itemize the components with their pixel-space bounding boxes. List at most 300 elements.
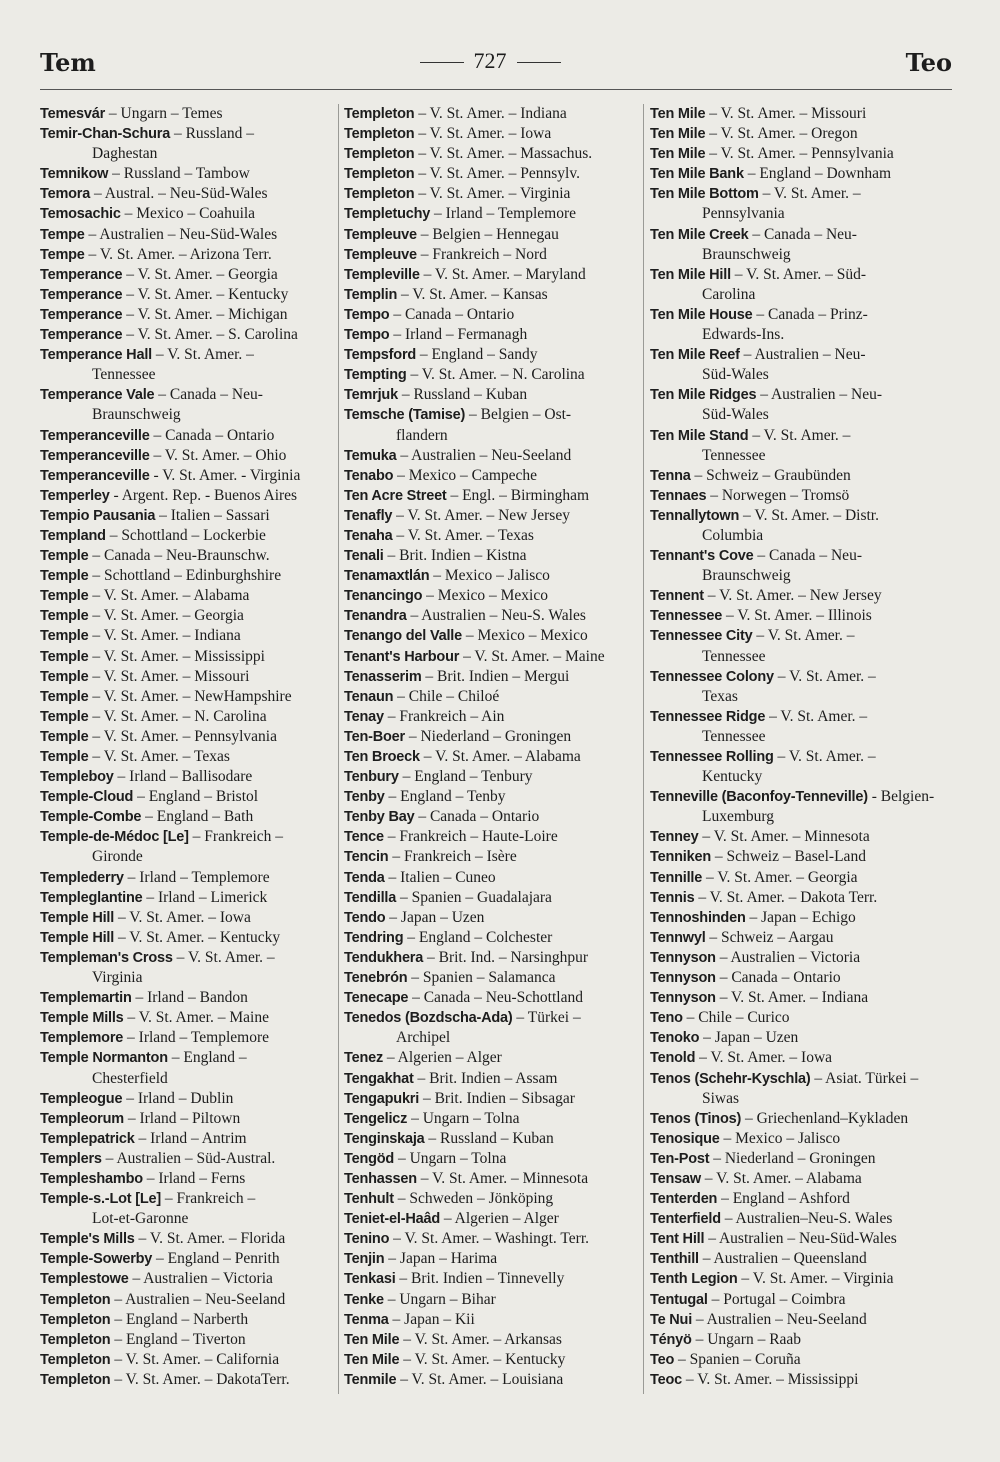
- entry-location: – Canada – Ontario: [389, 305, 515, 323]
- entry-location: – Canada – Neu-: [748, 225, 857, 243]
- entry-continuation: Virginia: [92, 969, 143, 987]
- entry-place-name: Tempio Pausania: [40, 507, 156, 524]
- entry-place-name: Temperanceville: [40, 427, 150, 444]
- entry-place-name: Ten Mile: [344, 1351, 400, 1368]
- entry-location: – Schottland – Lockerbie: [105, 526, 266, 544]
- gazetteer-entry: [650, 1350, 950, 1370]
- entry-location: – Schweiz – Basel-Land: [710, 848, 866, 866]
- gazetteer-entry: [40, 1149, 336, 1169]
- entry-location: – V. St. Amer. – Mississippi: [681, 1370, 859, 1388]
- entry-location: – V. St. Amer. – Süd-: [730, 265, 867, 283]
- entry-location: – Spanien – Coruña: [674, 1350, 801, 1368]
- entry-location: – Australien – Neu-: [739, 346, 866, 364]
- gazetteer-entry: [650, 1370, 950, 1390]
- entry-location: – Japan – Echigo: [745, 908, 856, 926]
- gazetteer-entry: [40, 446, 336, 466]
- gazetteer-entry: [344, 325, 640, 345]
- entry-place-name: Ten Mile: [344, 1331, 400, 1348]
- entry-location: – Russland – Kuban: [397, 386, 528, 404]
- entry-place-name: Tenoko: [650, 1030, 700, 1047]
- gazetteer-entry: [40, 184, 336, 204]
- gazetteer-entry: [40, 647, 336, 667]
- gazetteer-entry: [40, 486, 336, 506]
- entry-location: – Mexico – Jalisco: [719, 1129, 841, 1147]
- entry-location: – Brit. Indien – Mergui: [421, 667, 570, 685]
- entry-place-name: Tendo: [344, 909, 386, 926]
- entry-place-name: Tenniken: [650, 849, 711, 866]
- entry-place-name: Tenterden: [650, 1191, 718, 1208]
- gazetteer-entry: [344, 1109, 640, 1129]
- entry-location: – V. St. Amer. – Distr.: [739, 506, 879, 524]
- entry-location: – V. St. Amer. – Oregon: [705, 125, 858, 143]
- entry-place-name: Tenay: [344, 708, 384, 725]
- gazetteer-entry: [40, 1249, 336, 1269]
- entry-place-name: Templetuchy: [344, 206, 431, 223]
- entry-location: – Frankreich – Nord: [416, 245, 547, 263]
- entry-location: – Canada – Ontario: [715, 969, 841, 987]
- entry-place-name: Ten-Boer: [344, 728, 405, 745]
- entry-location: – Irland – Piltown: [123, 1109, 241, 1127]
- entry-location: – Australien – Neu-S. Wales: [406, 607, 586, 625]
- gazetteer-entry: [40, 124, 336, 164]
- entry-continuation: Siwas: [702, 1089, 740, 1107]
- entry-place-name: Temple: [40, 749, 89, 765]
- entry-location: – Mexico – Campeche: [393, 466, 538, 484]
- entry-place-name: Temple: [40, 608, 89, 625]
- gazetteer-entry: [40, 626, 336, 646]
- entry-place-name: Temple: [40, 688, 89, 705]
- entry-place-name: Temperance: [40, 286, 123, 303]
- entry-location: – Irland – Ferns: [142, 1169, 246, 1187]
- gazetteer-entry: [650, 948, 950, 968]
- entry-place-name: Tennaes: [650, 487, 707, 504]
- entry-location: – Canada – Neu-Braunschw.: [88, 547, 270, 565]
- entry-place-name: Templeton: [344, 106, 415, 122]
- gazetteer-entry: [344, 405, 640, 445]
- gazetteer-entry: [344, 225, 640, 245]
- entry-location: – V. St. Amer. – Virginia: [737, 1270, 894, 1288]
- entry-location: – V. St. Amer. –: [151, 346, 254, 364]
- gazetteer-entry: [344, 104, 640, 124]
- gazetteer-entry: [40, 586, 336, 606]
- entry-location: – Norwegen – Tromsö: [706, 486, 850, 504]
- entry-place-name: Tenandra: [344, 608, 407, 625]
- entry-location: – V. St. Amer. – Florida: [134, 1230, 286, 1248]
- entry-location: – England – Narberth: [110, 1310, 249, 1328]
- gazetteer-entry: [344, 1089, 640, 1109]
- entry-location: – Canada – Neu-: [154, 386, 263, 404]
- entry-place-name: Temple Hill: [40, 929, 115, 946]
- gazetteer-entry: [40, 1269, 336, 1289]
- entry-location: – Schweiz – Graubünden: [690, 466, 851, 484]
- entry-continuation: flandern: [396, 426, 448, 444]
- entry-place-name: Temnikow: [40, 166, 109, 183]
- entry-place-name: Templeton: [344, 166, 415, 183]
- entry-continuation: Braunschweig: [702, 245, 791, 263]
- entry-place-name: Tempe: [40, 246, 85, 263]
- entry-place-name: Temple-s.-Lot [Le]: [40, 1191, 161, 1208]
- gazetteer-entry: [40, 526, 336, 546]
- entry-place-name: Tensaw: [650, 1170, 701, 1187]
- entry-location: – Frankreich –: [161, 1190, 256, 1208]
- entry-location: – Russland – Kuban: [424, 1129, 554, 1147]
- gazetteer-entry: [344, 827, 640, 847]
- gazetteer-entry: [650, 265, 950, 305]
- entry-continuation: Süd-Wales: [702, 406, 769, 424]
- entry-location: – England – Tenbury: [398, 768, 533, 786]
- entry-location: – V. St. Amer. – DakotaTerr.: [110, 1370, 290, 1388]
- entry-location: - V. St. Amer. - Virginia: [149, 466, 301, 484]
- entry-location: – V. St. Amer. – Georgia: [88, 607, 244, 625]
- entry-place-name: Temperley: [40, 487, 110, 504]
- gazetteer-entry: [344, 1008, 640, 1048]
- entry-location: – Ungarn – Raab: [691, 1330, 802, 1348]
- entry-place-name: Ten Acre Street: [344, 487, 447, 504]
- entry-location: – V. St. Amer. – Pennsylvania: [705, 145, 894, 163]
- gazetteer-entry: [650, 1028, 950, 1048]
- gazetteer-entry: [344, 1229, 640, 1249]
- entry-place-name: Templestowe: [40, 1271, 129, 1288]
- entry-location: – Ungarn – Temes: [105, 105, 223, 122]
- entry-place-name: Teno: [650, 1010, 683, 1027]
- entry-place-name: Temple: [40, 588, 89, 605]
- gazetteer-entry: [650, 1209, 950, 1229]
- entry-location: – Irland – Bandon: [131, 989, 248, 1007]
- gazetteer-entry: [344, 1149, 640, 1169]
- gazetteer-entry: [344, 1129, 640, 1149]
- entry-location: – V. St. Amer. – New Jersey: [703, 587, 882, 605]
- gazetteer-entry: [40, 767, 336, 787]
- entry-location: – Niederland – Groningen: [404, 727, 572, 745]
- entry-continuation: Luxemburg: [702, 808, 775, 826]
- entry-place-name: Tenedos (Bozdscha-Ada): [344, 1010, 513, 1027]
- gazetteer-entry: [344, 1350, 640, 1370]
- entry-location: – England – Downham: [743, 165, 892, 183]
- entry-place-name: Tennallytown: [650, 507, 740, 524]
- entry-location: – Australien – Neu-Seeland: [396, 446, 572, 464]
- entry-place-name: Tenold: [650, 1050, 696, 1067]
- entry-location: – England – Penrith: [152, 1250, 280, 1268]
- gazetteer-entry: [40, 1350, 336, 1370]
- gazetteer-entry: [650, 606, 950, 626]
- entry-place-name: Temple: [40, 628, 89, 645]
- entry-place-name: Ten Mile Stand: [650, 427, 749, 444]
- entry-place-name: Tenke: [344, 1291, 384, 1308]
- entry-location: – Chile – Chiloé: [393, 687, 500, 705]
- entry-location: – V. St. Amer. – Indiana: [414, 105, 567, 122]
- dash-rule-right: [517, 62, 561, 63]
- entry-location: – V. St. Amer. – Maryland: [419, 265, 586, 283]
- gazetteer-entry: [40, 506, 336, 526]
- entry-place-name: Tennessee: [650, 608, 723, 625]
- gazetteer-entry: [650, 1269, 950, 1289]
- entry-location: – England –: [167, 1049, 247, 1067]
- entry-place-name: Tennyson: [650, 949, 716, 966]
- entry-location: – Frankreich –: [188, 828, 284, 846]
- entry-location: - Belgien-: [867, 788, 935, 806]
- entry-place-name: Tenhassen: [344, 1170, 417, 1187]
- entry-location: – Japan – Kii: [388, 1310, 475, 1328]
- entry-location: – V. St. Amer. – Iowa: [414, 125, 552, 143]
- entry-place-name: Ten Mile: [650, 106, 706, 122]
- entry-location: – Australien – Queensland: [698, 1250, 867, 1268]
- entry-continuation: Tennessee: [702, 727, 766, 745]
- gazetteer-entry: [40, 1048, 336, 1088]
- gazetteer-entry: [650, 426, 950, 466]
- entry-location: – Australien–Neu-S. Wales: [720, 1210, 893, 1228]
- entry-location: – Japan – Harima: [384, 1250, 498, 1268]
- entry-location: – V. St. Amer. – Michigan: [122, 305, 288, 323]
- entry-location: – V. St. Amer. – Mississippi: [88, 647, 265, 665]
- gazetteer-entry: [40, 928, 336, 948]
- entry-place-name: Tennessee Ridge: [650, 708, 766, 725]
- page-header: [0, 0, 1000, 90]
- entry-place-name: Templeman's Cross: [40, 949, 173, 966]
- entry-location: – Canada – Ontario: [149, 426, 275, 444]
- entry-place-name: Temrjuk: [344, 387, 398, 404]
- gazetteer-entry: [40, 285, 336, 305]
- entry-place-name: Templeton: [40, 1331, 111, 1348]
- entry-place-name: Te Nui: [650, 1311, 693, 1328]
- entry-location: – Japan – Uzen: [385, 908, 485, 926]
- entry-location: – V. St. Amer. –: [752, 627, 855, 645]
- entry-location: – Russland –: [170, 125, 255, 143]
- entry-location: – V. St. Amer. – Arkansas: [399, 1330, 562, 1348]
- gazetteer-entry: [344, 124, 640, 144]
- entry-place-name: Teniet-el-Haâd: [344, 1211, 441, 1228]
- entry-place-name: Templemartin: [40, 990, 132, 1007]
- entry-place-name: Templeboy: [40, 769, 114, 786]
- running-head-left: Tem: [40, 48, 96, 77]
- entry-location: – England – Tenby: [384, 788, 506, 806]
- gazetteer-entry: [650, 486, 950, 506]
- entry-continuation: Braunschweig: [702, 567, 791, 585]
- gazetteer-entry: [344, 365, 640, 385]
- entry-place-name: Tenthill: [650, 1251, 699, 1268]
- entry-place-name: Tennille: [650, 869, 703, 886]
- entry-place-name: Temple-Combe: [40, 809, 142, 826]
- entry-location: – V. St. Amer. – Missouri: [705, 105, 867, 122]
- entry-location: – V. St. Amer. – California: [110, 1350, 280, 1368]
- entry-location: – Frankreich – Haute-Loire: [383, 828, 558, 846]
- gazetteer-entry: [344, 1069, 640, 1089]
- gazetteer-entry: [40, 948, 336, 988]
- entry-continuation: Lot-et-Garonne: [92, 1210, 189, 1228]
- entry-place-name: Tenterfield: [650, 1211, 721, 1228]
- entry-location: – V. St. Amer. – Texas: [392, 526, 534, 544]
- gazetteer-entry: [650, 1109, 950, 1129]
- gazetteer-entry: [650, 928, 950, 948]
- gazetteer-entry: [650, 1149, 950, 1169]
- entry-place-name: Tenamaxtlán: [344, 568, 430, 585]
- entry-location: – Irland – Antrim: [134, 1129, 247, 1147]
- entry-continuation: Columbia: [702, 526, 764, 544]
- entry-location: – V. St. Amer. –: [773, 667, 876, 685]
- entry-location: – V. St. Amer. – Missouri: [88, 667, 250, 685]
- entry-place-name: Templeshambo: [40, 1170, 143, 1187]
- gazetteer-entry: [40, 1290, 336, 1310]
- entry-place-name: Templeogue: [40, 1090, 123, 1107]
- entry-place-name: Temir-Chan-Schura: [40, 126, 171, 143]
- entry-location: – V. St. Amer. – NewHampshire: [88, 687, 292, 705]
- entry-place-name: Templederry: [40, 869, 124, 886]
- entry-location: – Japan – Uzen: [699, 1029, 799, 1047]
- entry-location: – Mexico – Mexico: [422, 587, 548, 605]
- entry-place-name: Tenth Legion: [650, 1271, 738, 1288]
- entry-place-name: Templeorum: [40, 1110, 124, 1127]
- gazetteer-entry: [344, 727, 640, 747]
- entry-place-name: Temple-Sowerby: [40, 1251, 153, 1268]
- gazetteer-entry: [650, 868, 950, 888]
- entry-place-name: Templeton: [344, 186, 415, 203]
- entry-location: – V. St. Amer. – Virginia: [414, 185, 571, 203]
- entry-location: – V. St. Amer. – Illinois: [722, 607, 872, 625]
- gazetteer-entry: [650, 124, 950, 144]
- entry-location: – Niederland – Groningen: [709, 1149, 876, 1167]
- entry-location: – Irland – Ballisodare: [113, 768, 253, 786]
- entry-place-name: Tenos (Tinos): [650, 1110, 742, 1127]
- entry-continuation: Süd-Wales: [702, 366, 769, 384]
- gazetteer-entry: [650, 847, 950, 867]
- entry-place-name: Tenjin: [344, 1251, 385, 1268]
- entry-place-name: Tenasserim: [344, 668, 422, 685]
- entry-place-name: Tengöd: [344, 1150, 395, 1167]
- entry-location: – V. St. Amer. – Dakota Terr.: [694, 888, 878, 906]
- entry-place-name: Tendring: [344, 929, 404, 946]
- gazetteer-entry: [344, 1310, 640, 1330]
- entry-location: – Frankreich – Isère: [388, 848, 517, 866]
- entry-place-name: Templers: [40, 1150, 102, 1167]
- entry-location: – Portugal – Coimbra: [707, 1290, 846, 1308]
- entry-continuation: Pennsylvania: [702, 205, 785, 223]
- entry-location: – Australien – Neu-Seeland: [692, 1310, 867, 1328]
- entry-continuation: Kentucky: [702, 768, 763, 786]
- entry-place-name: Tennessee Colony: [650, 668, 774, 685]
- gazetteer-entry: [344, 164, 640, 184]
- gazetteer-entry: [650, 1290, 950, 1310]
- entry-place-name: Tempo: [344, 327, 390, 344]
- entry-place-name: Ten Mile Ridges: [650, 387, 757, 404]
- gazetteer-entry: [344, 1370, 640, 1390]
- entry-place-name: Tempe: [40, 226, 85, 243]
- entry-location: – Austral. – Neu-Süd-Wales: [90, 185, 268, 203]
- entry-location: – England – Sandy: [416, 346, 538, 364]
- gazetteer-entry: [650, 1129, 950, 1149]
- entry-location: – Irland – Templemore: [123, 868, 270, 886]
- entry-location: – England – Ashford: [717, 1190, 850, 1208]
- entry-place-name: Ten Mile Reef: [650, 347, 740, 364]
- gazetteer-entry: [40, 807, 336, 827]
- entry-place-name: Tennent: [650, 588, 704, 605]
- entry-place-name: Ten Mile Creek: [650, 226, 749, 243]
- entry-place-name: Tent Hill: [650, 1231, 705, 1248]
- gazetteer-entry: [650, 1189, 950, 1209]
- gazetteer-entry: [650, 1048, 950, 1068]
- gazetteer-entry: [344, 908, 640, 928]
- entry-location: – V. St. Amer. – Massachus.: [414, 145, 593, 163]
- gazetteer-entry: [344, 285, 640, 305]
- entry-location: – V. St. Amer. – Alabama: [419, 748, 581, 765]
- gazetteer-entry: [344, 345, 640, 365]
- gazetteer-entry: [344, 144, 640, 164]
- entry-place-name: Temple Mills: [40, 1010, 124, 1027]
- gazetteer-entry: [650, 626, 950, 666]
- entry-location: – V. St. Amer. – Georgia: [122, 265, 278, 283]
- entry-place-name: Ten Mile: [650, 126, 706, 143]
- gazetteer-entry: [40, 827, 336, 867]
- entry-place-name: Tempting: [344, 367, 407, 384]
- entry-location: – Brit. Indien – Kistna: [383, 547, 527, 565]
- entry-location: – V. St. Amer. – N. Carolina: [406, 366, 585, 384]
- entry-place-name: Templin: [344, 286, 398, 303]
- entry-location: – Belgien – Ost-: [465, 406, 572, 424]
- entry-place-name: Ten Broeck: [344, 749, 420, 765]
- gazetteer-entry: [344, 807, 640, 827]
- entry-location: - Argent. Rep. - Buenos Aires: [109, 486, 298, 504]
- entry-location: – V. St. Amer. – Pennsylv.: [414, 165, 580, 183]
- gazetteer-entry: [344, 968, 640, 988]
- entry-location: – Frankreich – Ain: [383, 707, 505, 725]
- entry-location: – V. St. Amer. – Pennsylvania: [88, 727, 277, 745]
- entry-continuation: Tennessee: [92, 366, 156, 384]
- entry-place-name: Tenez: [344, 1050, 384, 1067]
- gazetteer-entry: [650, 988, 950, 1008]
- gazetteer-entry: [40, 888, 336, 908]
- entry-place-name: Tenda: [344, 869, 385, 886]
- column-divider: [338, 104, 339, 1394]
- entry-place-name: Tenbury: [344, 769, 399, 786]
- entry-place-name: Tenabo: [344, 467, 394, 484]
- entry-location: – England – Colchester: [403, 928, 553, 946]
- gazetteer-entry: [40, 1330, 336, 1350]
- gazetteer-entry: [40, 868, 336, 888]
- gazetteer-entry: [40, 747, 336, 767]
- gazetteer-entry: [344, 888, 640, 908]
- gazetteer-entry: [650, 164, 950, 184]
- entry-place-name: Tennyson: [650, 990, 716, 1007]
- gazetteer-entry: [40, 1229, 336, 1249]
- entry-place-name: Tenma: [344, 1311, 389, 1328]
- entry-location: – Irland – Templemore: [430, 205, 577, 223]
- dash-rule-left: [420, 62, 464, 63]
- entry-location: – V. St. Amer. – Indiana: [715, 989, 869, 1007]
- entry-place-name: Tenaha: [344, 527, 393, 544]
- gazetteer-entry: [650, 1069, 950, 1109]
- gazetteer-entry: [344, 1290, 640, 1310]
- entry-location: – Canada – Prinz-: [752, 305, 868, 323]
- entry-place-name: Temperance: [40, 306, 123, 323]
- gazetteer-entry: [344, 667, 640, 687]
- entry-place-name: Tennwyl: [650, 929, 706, 946]
- entry-location: – V. St. Amer. –: [758, 185, 861, 203]
- gazetteer-entry: [40, 727, 336, 747]
- gazetteer-entry: [344, 546, 640, 566]
- entry-place-name: Tempsford: [344, 347, 417, 364]
- entry-location: – V. St. Amer. – Georgia: [702, 868, 858, 886]
- gazetteer-entry: [344, 767, 640, 787]
- entry-location: – Australien – Neu-Seeland: [110, 1290, 286, 1308]
- entry-place-name: Tengelicz: [344, 1110, 408, 1127]
- entry-place-name: Temple: [40, 648, 89, 665]
- gazetteer-entry: [344, 988, 640, 1008]
- gazetteer-entry: [650, 144, 950, 164]
- entry-location: – Australien – Victoria: [715, 948, 861, 966]
- entry-location: – V. St. Amer. – S. Carolina: [122, 326, 298, 344]
- gazetteer-entry: [344, 486, 640, 506]
- entry-place-name: Temperance Hall: [40, 347, 152, 364]
- entry-location: – Russland – Tambow: [108, 165, 250, 183]
- gazetteer-entry: [40, 566, 336, 586]
